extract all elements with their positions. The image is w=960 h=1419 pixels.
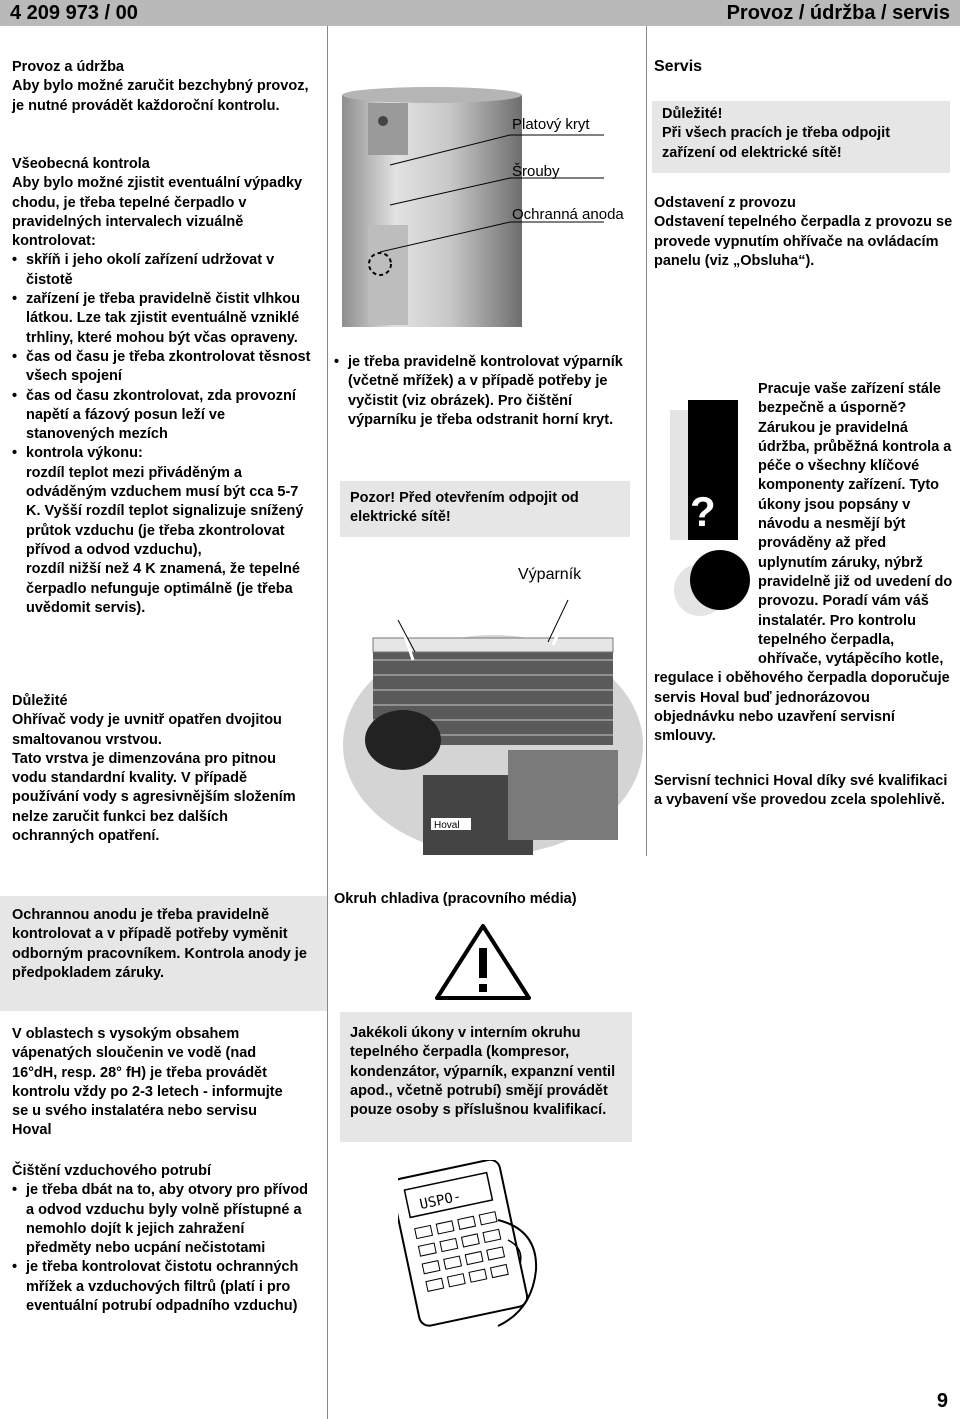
- warning-text: Pozor! Před otevřením odpojit od elektrické sítě!: [350, 490, 579, 526]
- calculator-hand-sketch: [398, 1160, 546, 1330]
- list-item: • je třeba kontrolovat čistotu ochranných mřížek a vzduchových filtrů (platí i pro eventuální potrubí odpadního vzduchu): [12, 1258, 312, 1316]
- maintenance-text-block: [654, 380, 954, 747]
- important-section: [12, 692, 312, 846]
- shutdown-title: Odstavení z provozu: [654, 195, 796, 211]
- warning-triangle-icon: [433, 922, 533, 1002]
- circuit-warning-box: [340, 1012, 632, 1142]
- warning-box: [340, 481, 630, 537]
- intro-title: Provoz a údržba: [12, 59, 124, 75]
- service-important-title: Důležité!: [662, 106, 723, 122]
- label-anode: Ochranná anoda: [512, 206, 624, 223]
- technicians-text: Servisní technici Hoval díky své kvalifikaci a vybavení vše provedou zcela spolehlivě.: [654, 773, 948, 809]
- label-cover: Platový kryt: [512, 116, 590, 133]
- limescale-text: V oblastech s vysokým obsahem vápenatých sloučenin ve vodě (nad 16°dH, resp. 28° fH) je třeba provádět kontrolu vždy po 2-3 letech - informujte se u svého instalatéra nebo servisu Hoval: [12, 1026, 283, 1139]
- label-screws: Šrouby: [512, 163, 560, 180]
- general-check-list: [12, 251, 312, 618]
- list-item: • je třeba dbát na to, aby otvory pro přívod a odvod vzduchu byly volně přístupné a nemohlo dojít k jejich zahražení předměty nebo ucpání nečistotami: [12, 1181, 312, 1258]
- service-important-box: [652, 101, 950, 173]
- list-item: • čas od času je třeba zkontrolovat těsnost všech spojení: [12, 348, 312, 387]
- service-important-text: Při všech pracích je třeba odpojit zařízení od elektrické sítě!: [662, 125, 891, 161]
- column-divider-2: [646, 26, 647, 856]
- section-title: Provoz / údržba / servis: [726, 2, 950, 24]
- anode-note-text: Ochrannou anodu je třeba pravidelně kontrolovat a v případě potřeby vyměnit odborným pracovníkem. Kontrola anody je předpokladem záruky.: [12, 907, 307, 981]
- service-title: Servis: [654, 58, 703, 75]
- page-number: 9: [936, 1390, 948, 1412]
- column-divider-1: [327, 26, 328, 1419]
- general-check-text: Aby bylo možné zjistit eventuální výpadky chodu, je třeba tepelné čerpadlo v pravidelných intervalech vizuálně kontrolovat:: [12, 175, 303, 250]
- doc-number: 4 209 973 / 00: [10, 2, 138, 24]
- callout-lines: [360, 120, 610, 270]
- circuit-warning-text: Jakékoli úkony v interním okruhu tepelného čerpadla (kompresor, kondenzátor, výparník, expanzní ventil apod., včetně potrubí) smějí provádět pouze osoby s příslušnou kvalifikací.: [350, 1025, 616, 1119]
- duct-cleaning-list: [12, 1181, 312, 1316]
- question-mark-icon: ?: [690, 488, 716, 535]
- duct-cleaning-section: [12, 1162, 312, 1316]
- list-item: • zařízení je třeba pravidelně čistit vlhkou látkou. Lze tak zjistit eventuálně vzniklé trhliny, které mohou být včas opraveny.: [12, 290, 312, 348]
- circuit-title: Okruh chladiva (pracovního média): [334, 891, 577, 907]
- maintenance-text: Pracuje vaše zařízení stále bezpečně a úsporně? Zárukou je pravidelná údržba, průběžná kontrola a péče o všechny klíčové komponenty zařízení. Tyto úkony jsou popsány v návodu a nesmějí být prováděny až před uplynutím záruky, nýbrž pravidelně již od uvedení do provozu. Poradí vám váš instalatér. Pro kontrolu tepelného čerpadla, ohřívače, vytápěcího kotle, regulace i oběhového čerpadla doporučuje servis Hoval buď jednorázovou objednávku nebo uzavření servisní smlouvy.: [654, 381, 953, 745]
- general-check-section: [12, 155, 312, 618]
- shutdown-section: [654, 194, 954, 271]
- anode-note-box: [0, 896, 327, 1011]
- list-item: • čas od času zkontrolovat, zda provozní napětí a fázový posun leží ve stanovených mezích: [12, 387, 312, 445]
- intro-section: [12, 58, 312, 116]
- list-item: • skříň i jeho okolí zařízení udržovat v čistotě: [12, 251, 312, 290]
- general-check-title: Všeobecná kontrola: [12, 156, 150, 172]
- shutdown-text: Odstavení tepelného čerpadla z provozu se provede vypnutím ohřívače na ovládacím panelu (viz „Obsluha“).: [654, 214, 953, 269]
- important-text: Ohřívač vody je uvnitř opatřen dvojitou smaltovanou vrstvou. Tato vrstva je dimenzována pro pitnou vodu standardní kvality. V případě používání vody s agresivnějším složením nelze zaručit funkci bez dalších ochranných opatření.: [12, 712, 296, 845]
- list-item: • kontrola výkonu: rozdíl teplot mezi přiváděným a odváděným vzduchem musí být cca 5-7 K. Vyšší rozdíl teplot signalizuje snížený průtok vzduchu (je třeba zkontrolovat přívod a odvod vzduchu), rozdíl nižší než 4 K znamená, že tepelné čerpadlo nefunguje optimálně (je třeba uvědomit servis).: [12, 444, 312, 618]
- duct-cleaning-title: Čištění vzduchového potrubí: [12, 1163, 211, 1179]
- evaporator-check-item: • je třeba pravidelně kontrolovat výparník (včetně mřížek) a v případě potřeby je vyčistit (viz obrázek). Pro čištění výparníku je třeba odstranit horní kryt.: [334, 353, 639, 430]
- label-evaporator: Výparník: [518, 566, 582, 583]
- intro-text: Aby bylo možné zaručit bezchybný provoz, je nutné provádět každoroční kontrolu.: [12, 78, 309, 114]
- important-title: Důležité: [12, 693, 68, 709]
- page-header: [0, 0, 960, 26]
- calculator-display-text: USPO-: [418, 1188, 463, 1213]
- evaporator-check-section: [334, 353, 639, 430]
- hoval-logo: Hoval: [434, 820, 460, 831]
- evaporator-photo: [333, 590, 645, 880]
